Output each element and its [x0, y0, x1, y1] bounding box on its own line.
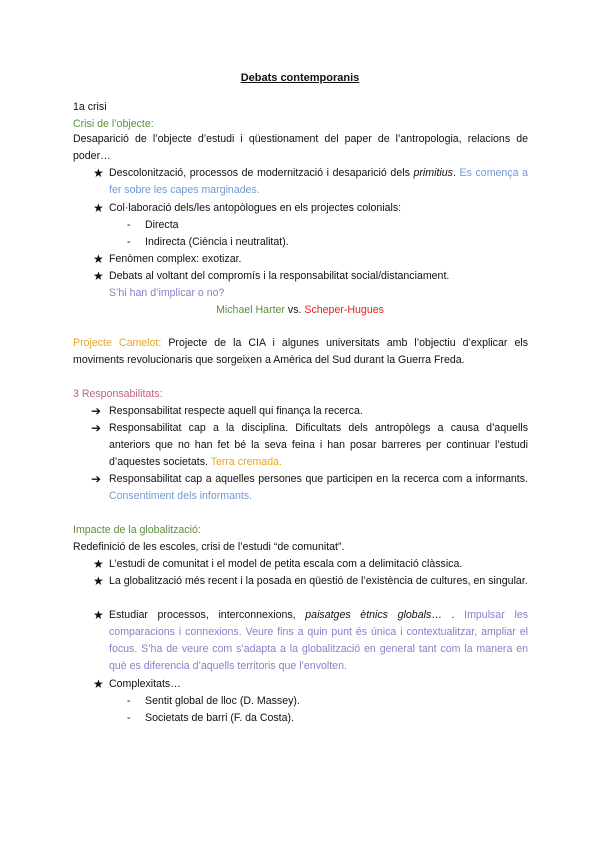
note-consentiment: Consentiment dels informants.: [109, 490, 253, 502]
section-heading-crisi: 1a crisi: [73, 101, 107, 113]
note-terra-cremada: Terra cremada.: [207, 456, 282, 468]
bullet-debats: Debats al voltant del compromís i la responsabilitat social/distanciament.: [109, 270, 450, 282]
versus-line: [0, 302, 600, 318]
italic-term: paisatges ètnics globals: [305, 609, 432, 621]
star-bullet-icon: ★: [93, 269, 104, 283]
responsabilitat-disciplina: [109, 420, 528, 471]
subheading-crisi-objecte: Crisi de l’objecte:: [73, 118, 154, 130]
versus-label: vs.: [284, 304, 305, 316]
note-impulsar: Impulsar les comparacions i connexions. Veure fins a quin punt és única i contextualitzar, ampliar el focus. S’ha de veure com s’adapta a la globalització en general tant com la manera en què es diferencia d’aquells territoris que l’envolten.: [109, 609, 528, 672]
section-heading-responsabilitats: 3 Responsabilitats:: [73, 388, 163, 400]
arrow-bullet-icon: ➔: [91, 472, 102, 486]
sub-item-massey: Sentit global de lloc (D. Massey).: [145, 695, 300, 707]
responsabilitat-text: Responsabilitat cap a aquelles persones que participen en la recerca com a informants.: [109, 473, 528, 485]
dash-icon: -: [127, 236, 131, 248]
bullet-text: Estudiar processos, interconnexions,: [109, 609, 306, 621]
bullet-text: Descolonització, processos de modernització i desaparició dels: [109, 167, 414, 179]
bullet-ellipsis: … .: [431, 609, 455, 621]
sub-item-indirecta: Indirecta (Ciència i neutralitat).: [145, 236, 289, 248]
camelot-label: Projecte Camelot:: [73, 337, 162, 349]
bullet-descolonitzacio: [109, 165, 528, 199]
bullet-dot: .: [452, 167, 456, 179]
responsabilitat-financa: Responsabilitat respecte aquell qui finança la recerca.: [109, 405, 363, 417]
star-bullet-icon: ★: [93, 677, 104, 691]
bullet-globalitzacio-recent: La globalització més recent i la posada en qüestió de l’existència de cultures, en singular.: [109, 575, 528, 587]
arrow-bullet-icon: ➔: [91, 404, 102, 418]
globalitzacio-intro: Redefinició de les escoles, crisi de l’estudi “de comunitat”.: [73, 541, 345, 553]
star-bullet-icon: ★: [93, 557, 104, 571]
arrow-bullet-icon: ➔: [91, 421, 102, 435]
dash-icon: -: [127, 219, 131, 231]
dash-icon: -: [127, 695, 131, 707]
sub-item-directa: Directa: [145, 219, 179, 231]
responsabilitat-text: Responsabilitat cap a la disciplina. Dificultats dels antropòlegs a causa d’aquells anteriors que no han fet bé la seva feina i han posar barreres per continuar l’estudi d’aquestes societats.: [109, 422, 528, 468]
author-harter: Michael Harter: [216, 304, 285, 316]
bullet-fenomen: Fenòmen complex: exotizar.: [109, 253, 242, 265]
star-bullet-icon: ★: [93, 574, 104, 588]
intro-paragraph: Desaparició de l’objecte d’estudi i qüestionament del paper de l’antropologia, relacions de poder…: [73, 133, 528, 162]
camelot-text: Projecte de la CIA i algunes universitats amb l’objectiu d’explicar els moviments revolucionaris que sorgeixen a Amèrica del Sud durant la Guerra Freda.: [73, 337, 528, 366]
bullet-complexitats: Complexitats…: [109, 678, 181, 690]
star-bullet-icon: ★: [93, 608, 104, 622]
sub-item-da-costa: Societats de barri (F. da Costa).: [145, 712, 294, 724]
star-bullet-icon: ★: [93, 166, 104, 180]
dash-icon: -: [127, 712, 131, 724]
note-text: Es comença a fer sobre les capes marginades.: [109, 167, 529, 196]
star-bullet-icon: ★: [93, 252, 104, 266]
camelot-paragraph: [73, 335, 528, 369]
section-heading-globalitzacio: Impacte de la globalització:: [73, 524, 201, 536]
bullet-collaboracio: Col·laboració dels/les antopòlogues en els projectes colonials:: [109, 202, 402, 214]
star-bullet-icon: ★: [93, 201, 104, 215]
bullet-estudi-comunitat: L’estudi de comunitat i el model de petita escala com a delimitació clàssica.: [109, 558, 463, 570]
note-implicar: S’hi han d’implicar o no?: [109, 287, 225, 299]
responsabilitat-informants: [109, 471, 528, 505]
italic-term: primitius: [413, 167, 453, 179]
bullet-estudiar-processos: [109, 607, 528, 675]
author-scheper-hugues: Scheper-Hugues: [304, 304, 384, 316]
page-title: Debats contemporanis: [240, 72, 360, 84]
